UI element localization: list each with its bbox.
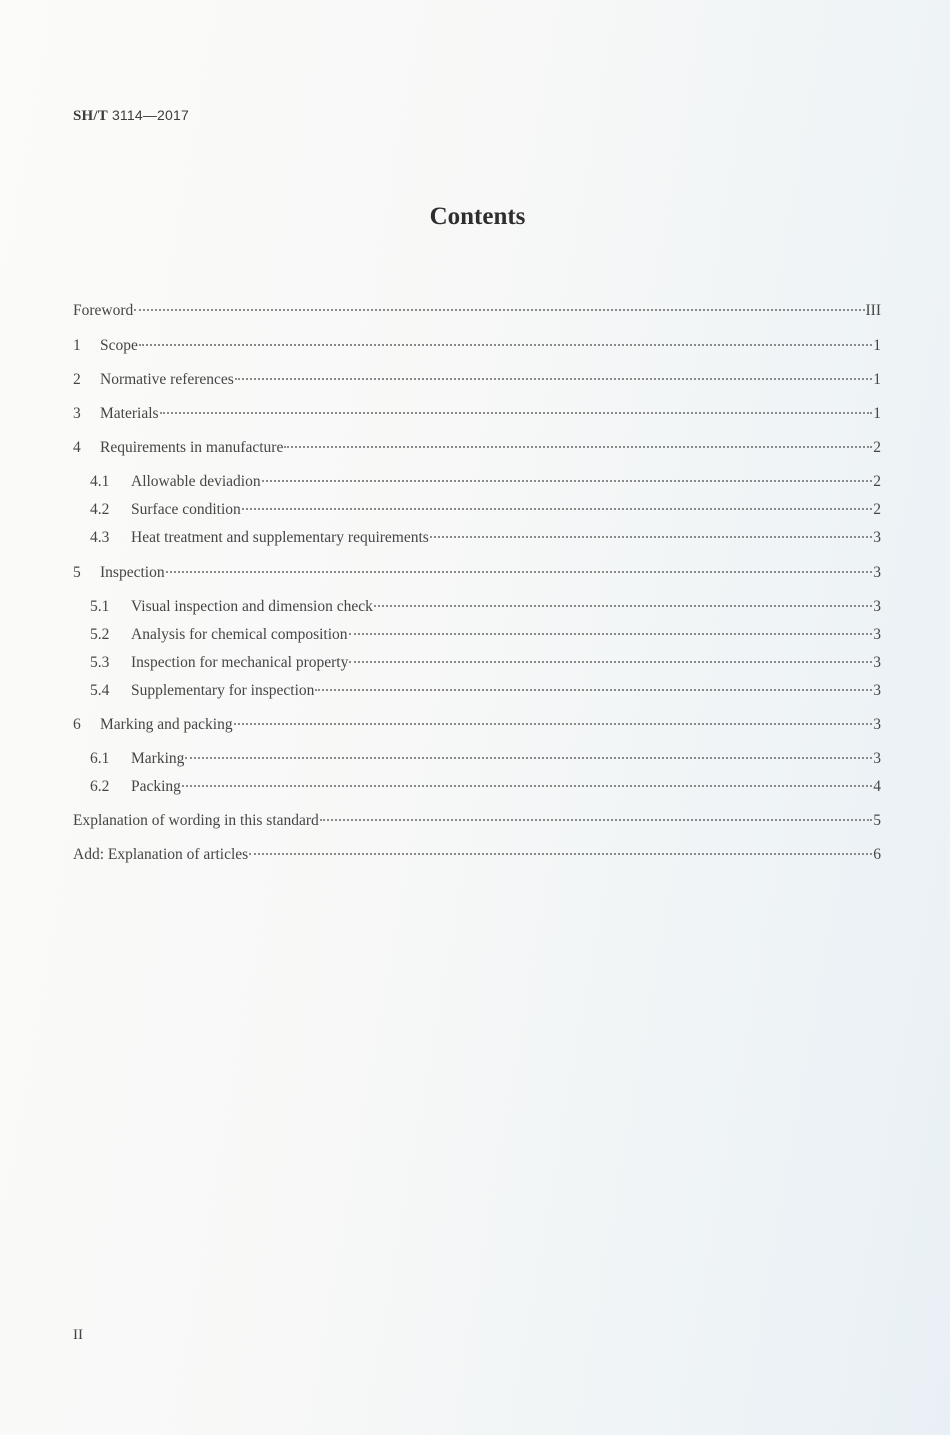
toc-entry-label: Heat treatment and supplementary requirements [131, 529, 429, 546]
toc-entry-page: 3 [873, 564, 881, 581]
toc-entry-label: Inspection for mechanical property [131, 654, 349, 671]
toc-entry-number: 5.1 [90, 598, 110, 615]
toc-entry-page: 3 [873, 750, 881, 767]
toc-entry-5-3[interactable] [73, 653, 881, 673]
toc-dot-leader [315, 679, 872, 691]
toc-dot-leader [320, 809, 872, 821]
toc-entry-label: Requirements in manufacture [100, 439, 284, 456]
toc-entry-4[interactable] [73, 438, 881, 458]
toc-entry-5-4[interactable] [73, 681, 881, 701]
toc-entry-page: 3 [873, 598, 881, 615]
toc-entry-label: Surface condition [131, 501, 241, 518]
toc-entry-explanation-of-wording[interactable] [73, 811, 881, 831]
toc-entry-number: 4.3 [90, 529, 110, 546]
toc-dot-leader [262, 470, 873, 482]
toc-entry-page: 2 [873, 473, 881, 490]
toc-entry-label: Foreword [73, 302, 134, 319]
toc-entry-page: 2 [873, 501, 881, 518]
toc-dot-leader [349, 651, 872, 663]
toc-entry-number: 5 [73, 564, 81, 581]
toc-entry-4-1[interactable] [73, 472, 881, 492]
toc-entry-1[interactable] [73, 336, 881, 356]
toc-entry-number: 5.3 [90, 654, 110, 671]
toc-entry-foreword[interactable] [73, 301, 881, 321]
toc-entry-number: 6.1 [90, 750, 110, 767]
toc-entry-page: 1 [873, 371, 881, 388]
toc-dot-leader [235, 368, 872, 380]
toc-dot-leader [242, 498, 872, 510]
toc-entry-label: Analysis for chemical composition [131, 626, 348, 643]
toc-entry-page: 1 [873, 337, 881, 354]
toc-dot-leader [249, 843, 872, 855]
toc-dot-leader [160, 402, 873, 414]
standard-code-number: 3114—2017 [111, 107, 189, 123]
toc-entry-explanation-of-articles[interactable] [73, 845, 881, 865]
toc-entry-5[interactable] [73, 563, 881, 583]
toc-entry-number: 6 [73, 716, 81, 733]
toc-entry-2[interactable] [73, 370, 881, 390]
toc-entry-label: Marking [131, 750, 185, 767]
toc-entry-label: Explanation of wording in this standard [73, 812, 319, 829]
toc-entry-label: Packing [131, 778, 181, 795]
toc-dot-leader [134, 299, 864, 311]
toc-entry-label: Materials [100, 405, 159, 422]
toc-entry-number: 4.1 [90, 473, 110, 490]
toc-entry-6-2[interactable] [73, 777, 881, 797]
page-number: II [73, 1327, 83, 1343]
page-title: Contents [429, 203, 526, 230]
toc-entry-page: 5 [873, 812, 881, 829]
toc-entry-page: 2 [873, 439, 881, 456]
toc-entry-number: 3 [73, 405, 81, 422]
toc-entry-number: 4.2 [90, 501, 110, 518]
toc-dot-leader [349, 623, 873, 635]
toc-entry-label: Add: Explanation of articles [73, 846, 249, 863]
toc-entry-page: 6 [873, 846, 881, 863]
toc-entry-label: Visual inspection and dimension check [131, 598, 373, 615]
toc-entry-label: Supplementary for inspection [131, 682, 315, 699]
toc-entry-page: 3 [873, 682, 881, 699]
toc-entry-label: Allowable deviadion [131, 473, 261, 490]
toc-entry-number: 5.4 [90, 682, 110, 699]
toc-entry-4-2[interactable] [73, 500, 881, 520]
toc-entry-number: 4 [73, 439, 81, 456]
toc-dot-leader [182, 775, 872, 787]
toc-entry-6-1[interactable] [73, 749, 881, 769]
toc-entry-label: Inspection [100, 564, 165, 581]
toc-entry-5-1[interactable] [73, 597, 881, 617]
toc-entry-page: 3 [873, 654, 881, 671]
toc-dot-leader [139, 334, 872, 346]
toc-entry-number: 1 [73, 337, 81, 354]
toc-entry-number: 6.2 [90, 778, 110, 795]
toc-entry-page: 3 [873, 626, 881, 643]
toc-entry-number: 5.2 [90, 626, 110, 643]
toc-entry-label: Normative references [100, 371, 234, 388]
toc-entry-4-3[interactable] [73, 528, 881, 548]
toc-entry-label: Marking and packing [100, 716, 233, 733]
toc-entry-label: Scope [100, 337, 138, 354]
toc-dot-leader [185, 747, 872, 759]
toc-dot-leader [284, 436, 872, 448]
standard-code [73, 107, 189, 125]
toc-dot-leader [166, 561, 873, 573]
toc-entry-page: 4 [873, 778, 881, 795]
standard-code-prefix: SH/T [73, 108, 108, 124]
toc-dot-leader [234, 713, 873, 725]
toc-dot-leader [430, 526, 872, 538]
toc-entry-5-2[interactable] [73, 625, 881, 645]
toc-entry-number: 2 [73, 371, 81, 388]
toc-entry-3[interactable] [73, 404, 881, 424]
toc-entry-6[interactable] [73, 715, 881, 735]
toc-entry-page: 3 [873, 716, 881, 733]
table-of-contents [73, 297, 881, 865]
toc-entry-page: 3 [873, 529, 881, 546]
toc-entry-page: 1 [873, 405, 881, 422]
toc-entry-page: III [865, 302, 881, 319]
toc-dot-leader [374, 595, 872, 607]
